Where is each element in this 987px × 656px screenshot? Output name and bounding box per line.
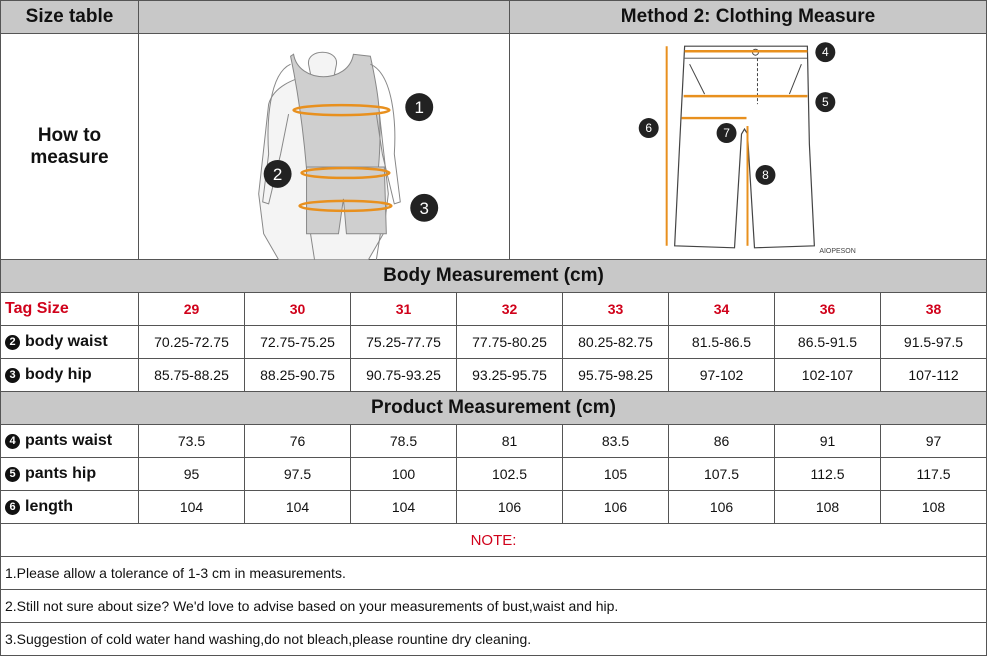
body-measurement-title: Body Measurement (cm) [0,260,987,293]
table-cell: 104 [139,491,245,524]
row-label [0,359,139,392]
table-cell: 86.5-91.5 [775,326,881,359]
table-cell: 106 [457,491,563,524]
body-waist-label: body waist [25,333,108,350]
note-row [0,557,987,590]
table-cell: 90.75-93.25 [351,359,457,392]
number-badge: 5 [5,467,20,482]
table-cell: 73.5 [139,425,245,458]
table-cell: 104 [245,491,351,524]
table-cell: 76 [245,425,351,458]
table-cell: 108 [881,491,987,524]
product-section-header [0,392,987,425]
note-title: NOTE: [0,524,987,557]
top-header-row [0,0,987,34]
table-cell: 107-112 [881,359,987,392]
table-cell: 83.5 [563,425,669,458]
table-cell: 97 [881,425,987,458]
row-label [0,425,139,458]
size-table-title: Size table [0,1,139,34]
pants-hip-label: pants hip [25,465,97,482]
table-cell: 80.25-82.75 [563,326,669,359]
brand-label: AIOPESON [819,247,856,255]
size-34: 34 [669,293,775,326]
table-cell: 97.5 [245,458,351,491]
number-badge: 2 [5,335,20,350]
table-cell: 70.25-72.75 [139,326,245,359]
body-hip-label: body hip [25,366,92,383]
pants-diagram-cell [510,34,987,260]
table-cell: 81 [457,425,563,458]
number-badge: 4 [5,434,20,449]
method2-title: Method 2: Clothing Measure [510,1,987,34]
size-33: 33 [563,293,669,326]
table-cell: 107.5 [669,458,775,491]
table-cell: 105 [563,458,669,491]
product-measurement-title: Product Measurement (cm) [0,392,987,425]
table-cell: 106 [563,491,669,524]
note-item: 1.Please allow a tolerance of 1-3 cm in measurements. [0,557,987,590]
table-cell: 81.5-86.5 [669,326,775,359]
table-cell: 91 [775,425,881,458]
table-row [0,458,987,491]
note-item: 3.Suggestion of cold water hand washing,do not bleach,please rountine dry cleaning. [0,623,987,656]
tag-size-label: Tag Size [0,293,139,326]
header-blank [139,1,510,34]
marker-2: 2 [272,164,283,184]
marker-3: 3 [419,198,429,218]
table-cell: 85.75-88.25 [139,359,245,392]
note-item: 2.Still not sure about size? We'd love to advise based on your measurements of bust,waist and hip. [0,590,987,623]
table-cell: 104 [351,491,457,524]
how-to-line1: How to [37,124,102,146]
size-31: 31 [351,293,457,326]
table-cell: 108 [775,491,881,524]
table-cell: 93.25-95.75 [457,359,563,392]
table-cell: 72.75-75.25 [245,326,351,359]
row-label [0,326,139,359]
table-row [0,359,987,392]
marker-8: 8 [762,167,769,182]
marker-4: 4 [822,44,829,59]
table-cell: 95.75-98.25 [563,359,669,392]
row-label [0,491,139,524]
length-label: length [25,498,73,515]
table-row [0,326,987,359]
table-cell: 86 [669,425,775,458]
row-label [0,458,139,491]
table-cell: 97-102 [669,359,775,392]
note-row [0,590,987,623]
table-cell: 102-107 [775,359,881,392]
table-row [0,491,987,524]
body-diagram-cell [139,34,510,260]
size-32: 32 [457,293,563,326]
size-30: 30 [245,293,351,326]
marker-5: 5 [822,94,829,109]
number-badge: 6 [5,500,20,515]
table-cell: 106 [669,491,775,524]
table-cell: 95 [139,458,245,491]
body-section-header [0,260,987,293]
size-38: 38 [881,293,987,326]
table-cell: 75.25-77.75 [351,326,457,359]
table-cell: 77.75-80.25 [457,326,563,359]
number-badge: 3 [5,368,20,383]
note-title-row [0,524,987,557]
table-cell: 112.5 [775,458,881,491]
table-cell: 100 [351,458,457,491]
size-36: 36 [775,293,881,326]
body-figure-illustration [139,34,509,260]
table-row [0,425,987,458]
marker-1: 1 [414,97,424,117]
tag-size-row [0,293,987,326]
table-cell: 78.5 [351,425,457,458]
how-to-measure [0,34,139,260]
table-cell: 117.5 [881,458,987,491]
marker-7: 7 [723,125,730,140]
marker-6: 6 [645,120,653,135]
table-cell: 91.5-97.5 [881,326,987,359]
diagram-row [0,34,987,260]
size-29: 29 [139,293,245,326]
note-row [0,623,987,656]
how-to-line2: measure [30,146,109,168]
pants-waist-label: pants waist [25,432,113,449]
pants-illustration [510,34,986,260]
table-cell: 88.25-90.75 [245,359,351,392]
table-cell: 102.5 [457,458,563,491]
